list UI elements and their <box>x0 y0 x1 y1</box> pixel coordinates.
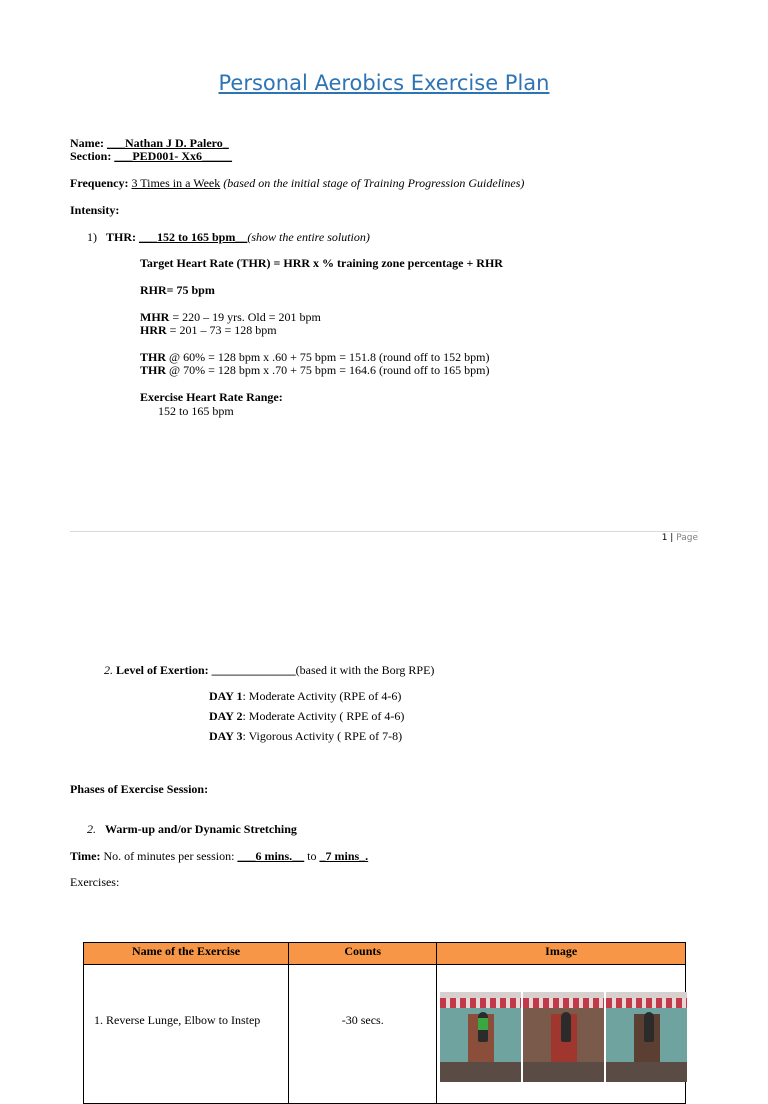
day-1-text: : Moderate Activity (RPE of 4-6) <box>242 689 402 703</box>
time-line <box>70 850 368 863</box>
exertion-note: (based it with the Borg RPE) <box>295 663 435 677</box>
hrr-text: = 201 – 73 = 128 bpm <box>166 323 277 337</box>
frequency-line <box>70 177 524 190</box>
page-separator: | <box>667 533 677 543</box>
time-from: ___6 mins.__ <box>237 849 305 863</box>
header-exercise-name: Name of the Exercise <box>84 943 289 965</box>
hrr-line <box>140 324 277 337</box>
thr70-label: THR <box>140 363 167 377</box>
thr-formula: Target Heart Rate (THR) = HRR x % training zone percentage + RHR <box>140 256 503 270</box>
name-label: Name: <box>70 136 104 150</box>
range-label: Exercise Heart Rate Range: <box>140 390 283 404</box>
thr-item <box>87 231 370 244</box>
day-3-text: : Vigorous Activity ( RPE of 7-8) <box>242 729 403 743</box>
time-to-word: to <box>304 849 320 863</box>
header-image: Image <box>437 943 686 965</box>
page-word: Page <box>676 533 698 543</box>
day-2-text: : Moderate Activity ( RPE of 4-6) <box>242 709 405 723</box>
warmup-heading <box>87 823 297 836</box>
day-3-label: DAY 3 <box>209 729 243 743</box>
thr-label: THR: <box>106 230 136 244</box>
thr-note: (show the entire solution) <box>247 230 370 244</box>
exertion-blank: ______________ <box>211 663 296 677</box>
exercise-photo-1 <box>440 992 521 1082</box>
exercise-name-cell: 1. Reverse Lunge, Elbow to Instep <box>84 965 289 1104</box>
intensity-label: Intensity: <box>70 203 120 217</box>
phases-heading: Phases of Exercise Session: <box>70 782 209 796</box>
exercise-photo-3 <box>606 992 687 1082</box>
exercises-label: Exercises: <box>70 875 120 889</box>
thr-number: 1) <box>87 230 97 244</box>
frequency-note: (based on the initial stage of Training Progression Guidelines) <box>223 176 525 190</box>
mhr-text: = 220 – 19 yrs. Old = 201 bpm <box>169 310 321 324</box>
exertion-line <box>104 664 434 677</box>
day-2-label: DAY 2 <box>209 709 243 723</box>
exertion-label: Level of Exertion: <box>116 663 209 677</box>
thr70-line <box>140 364 489 377</box>
exercise-photo-2 <box>523 992 604 1082</box>
thr60-text: @ 60% = 128 bpm x .60 + 75 bpm = 151.8 (round off to 152 bpm) <box>166 350 490 364</box>
section-line <box>70 150 232 163</box>
day-2-line <box>209 710 404 723</box>
page-number: 1 <box>661 533 668 543</box>
time-to: _7 mins_. <box>319 849 369 863</box>
range-value: 152 to 165 bpm <box>158 404 234 418</box>
header-counts: Counts <box>289 943 437 965</box>
exercise-table <box>83 942 686 1104</box>
section-value: ___PED001- Xx6_____ <box>114 149 232 163</box>
exercise-image-cell <box>437 965 686 1104</box>
footer-divider <box>70 531 698 532</box>
rhr-line: RHR= 75 bpm <box>140 283 215 297</box>
time-text: No. of minutes per session: <box>100 849 238 863</box>
thr60-label: THR <box>140 350 167 364</box>
table-row <box>84 965 686 1104</box>
mhr-label: MHR <box>140 310 170 324</box>
name-value: ___Nathan J D. Palero_ <box>106 136 229 150</box>
warmup-number: 2. <box>87 822 96 836</box>
thr-value: ___152 to 165 bpm__ <box>139 230 248 244</box>
hrr-label: HRR <box>140 323 167 337</box>
exercise-count-cell: -30 secs. <box>289 965 437 1104</box>
document-title: Personal Aerobics Exercise Plan <box>218 71 550 95</box>
frequency-label: Frequency: <box>70 176 129 190</box>
exertion-number: 2. <box>104 663 113 677</box>
page-footer <box>662 533 698 543</box>
day-3-line <box>209 730 402 743</box>
time-label: Time: <box>70 849 101 863</box>
table-header-row <box>84 943 686 965</box>
warmup-label: Warm-up and/or Dynamic Stretching <box>105 822 297 836</box>
thr70-text: @ 70% = 128 bpm x .70 + 75 bpm = 164.6 (round off to 165 bpm) <box>166 363 490 377</box>
day-1-line <box>209 690 401 703</box>
section-label: Section: <box>70 149 112 163</box>
frequency-value: 3 Times in a Week <box>131 176 221 190</box>
day-1-label: DAY 1 <box>209 689 243 703</box>
